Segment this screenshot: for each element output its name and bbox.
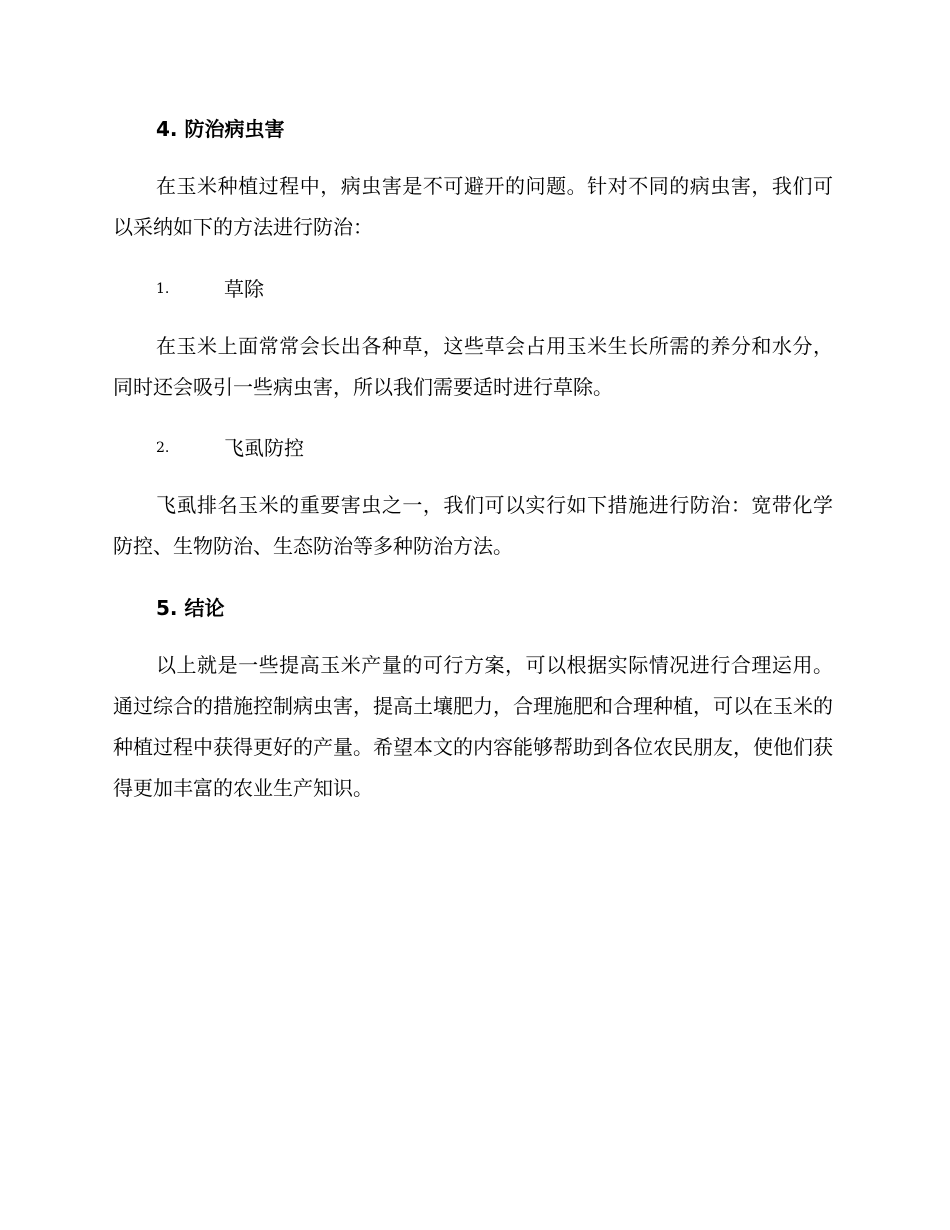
section-5-paragraph: 以上就是一些提高玉米产量的可行方案，可以根据实际情况进行合理运用。通过综合的措施控制病虫害，提高土壤肥力，合理施肥和合理种植，可以在玉米的种植过程中获得更好的产量。希望本文的内容能够帮助到各位农民朋友，使他们获得更加丰富的农业生产知识。 [113, 653, 833, 800]
list-item-1-paragraph: 在玉米上面常常会长出各种草，这些草会占用玉米生长所需的养分和水分，同时还会吸引一些病虫害，所以我们需要适时进行草除。 [113, 334, 833, 399]
list-item-2-number: 2. [156, 440, 170, 456]
section-4-intro-paragraph: 在玉米种植过程中，病虫害是不可避开的问题。针对不同的病虫害，我们可以采纳如下的方法进行防治： [113, 174, 833, 239]
section-5-heading: 5. 结论 [156, 596, 225, 620]
section-4-heading: 4. 防治病虫害 [156, 117, 285, 141]
list-item-2-title: 飞虱防控 [224, 436, 304, 460]
list-item-1-title: 草除 [224, 277, 264, 301]
list-item-2-paragraph: 飞虱排名玉米的重要害虫之一，我们可以实行如下措施进行防治：宽带化学防控、生物防治、生态防治等多种防治方法。 [113, 493, 833, 558]
list-item-1-number: 1. [156, 281, 170, 297]
